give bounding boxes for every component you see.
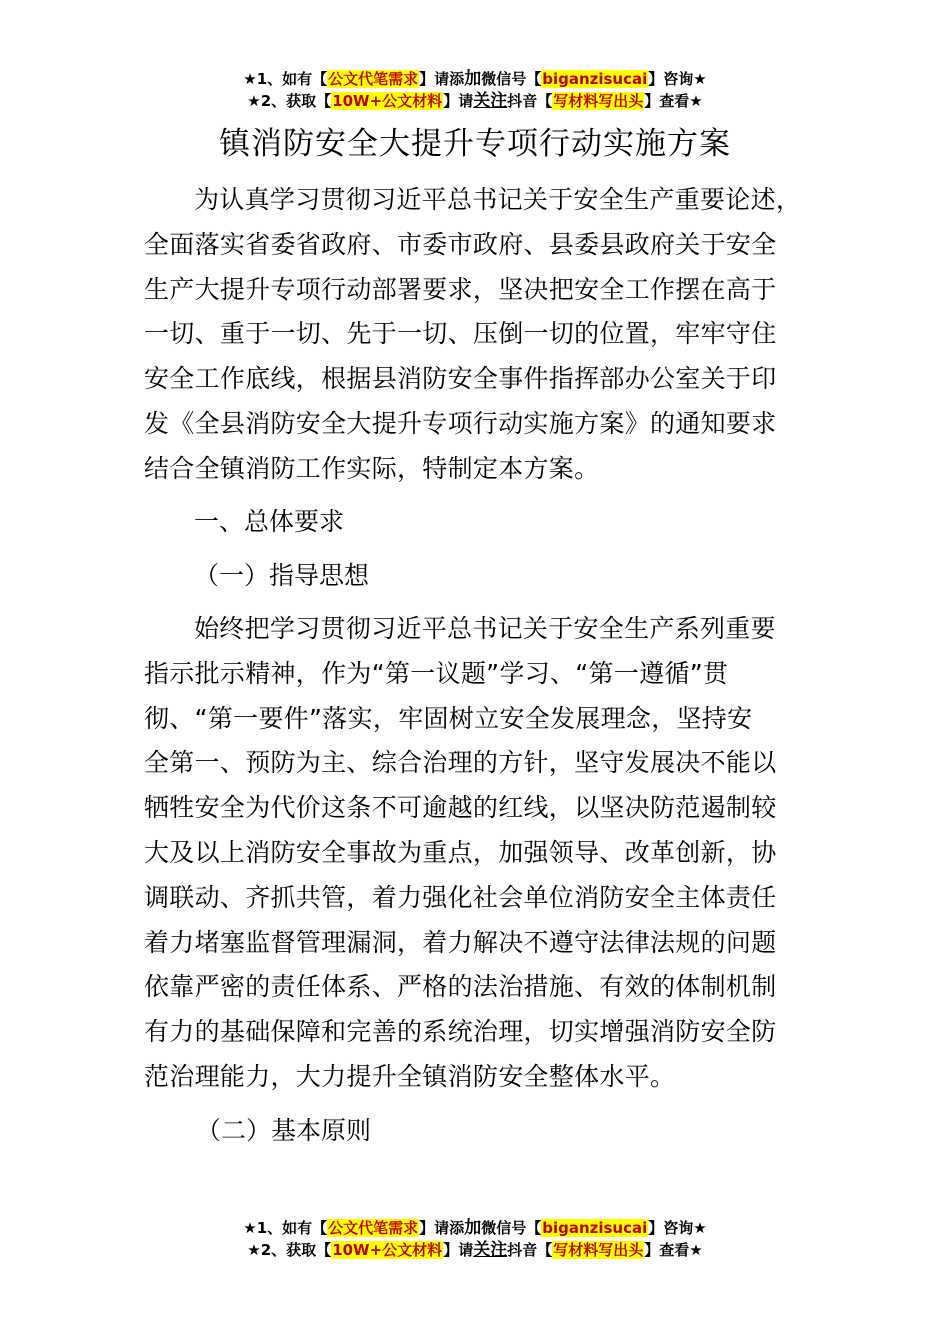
promo-text: 】请 — [443, 92, 474, 110]
promo-text: 关注 — [473, 1240, 508, 1260]
paragraph-line: 指示批示精神，作为“第一议题”学习、“第一遵循”贯 — [144, 658, 729, 688]
promo-text: 抖音【 — [507, 92, 553, 110]
promo-line-2 — [0, 90, 950, 112]
promo-text: ★2、获取【 — [247, 1241, 332, 1259]
promo-line-1 — [0, 68, 950, 90]
paragraph-line: 全面落实省委省政府、市委市政府、县委县政府关于安全 — [144, 229, 777, 259]
paragraph-line: 范治理能力，大力提升全镇消防安全整体水平。 — [144, 1061, 676, 1091]
paragraph-line: 调联动、齐抓共管，着力强化社会单位消防安全主体责任 — [144, 882, 777, 912]
promo-text: 】请添 — [419, 1219, 465, 1237]
promo-text: 加 — [464, 1218, 482, 1238]
paragraph-line: 发《全县消防安全大提升专项行动实施方案》的通知要求 — [144, 408, 777, 438]
promo-text: 加 — [464, 69, 482, 89]
paragraph-line: 有力的基础保障和完善的系统治理，切实增强消防安全防 — [144, 1017, 777, 1047]
promo-highlight: 10W+公文材料 — [332, 1241, 443, 1259]
promo-text: 】查看★ — [644, 1241, 703, 1259]
promo-highlight: 公文代笔需求 — [328, 70, 419, 88]
subsection-heading: （二）基本原则 — [196, 1116, 372, 1145]
promo-text: 关注 — [473, 91, 508, 111]
guiding-ideology-paragraph — [144, 607, 824, 1100]
paragraph-line: 安全工作底线，根据县消防安全事件指挥部办公室关于印 — [144, 364, 777, 394]
paragraph-line: 结合全镇消防工作实际，特制定本方案。 — [144, 453, 600, 483]
promo-text: 抖音【 — [507, 1241, 553, 1259]
promo-text: ★1、如有【 — [243, 70, 328, 88]
paragraph-line: 一切、重于一切、先于一切、压倒一切的位置，牢牢守住 — [144, 319, 777, 349]
promo-banner-top — [0, 68, 950, 112]
paragraph-line: 生产大提升专项行动部署要求，坚决把安全工作摆在高于 — [144, 274, 777, 304]
promo-text: 】查看★ — [644, 92, 703, 110]
paragraph-line: 牺牲安全为代价这条不可逾越的红线，以坚决防范遏制较 — [144, 793, 777, 823]
paragraph-line: 着力堵塞监督管理漏洞，着力解决不遵守法律法规的问题 — [144, 927, 777, 957]
promo-wechat-id: biganzisucai — [542, 70, 648, 88]
promo-text: 微信号【 — [481, 70, 542, 88]
promo-text: 微信号【 — [481, 1219, 542, 1237]
paragraph-line: 依靠严密的责任体系、严格的法治措施、有效的体制机制 — [144, 972, 777, 1002]
promo-text: ★2、获取【 — [247, 92, 332, 110]
promo-banner-bottom — [0, 1217, 950, 1261]
paragraph-line: 大及以上消防安全事故为重点，加强领导、改革创新，协 — [144, 837, 777, 867]
intro-paragraph — [144, 178, 824, 492]
promo-highlight: 公文代笔需求 — [328, 1219, 419, 1237]
promo-text: 】咨询★ — [648, 70, 707, 88]
paragraph-line: 全第一、预防为主、综合治理的方针，坚守发展决不能以 — [144, 748, 777, 778]
promo-wechat-id: biganzisucai — [542, 1219, 648, 1237]
promo-text: 】咨询★ — [648, 1219, 707, 1237]
promo-text: ★1、如有【 — [243, 1219, 328, 1237]
promo-douyin-id: 写材料写出头 — [553, 92, 644, 110]
promo-highlight: 10W+公文材料 — [332, 92, 443, 110]
promo-text: 】请添 — [419, 70, 465, 88]
promo-douyin-id: 写材料写出头 — [553, 1241, 644, 1259]
paragraph-line: 彻、“第一要件”落实，牢固树立安全发展理念，坚持安 — [144, 703, 753, 733]
promo-line-2 — [0, 1239, 950, 1261]
document-title: 镇消防安全大提升专项行动实施方案 — [219, 126, 731, 162]
paragraph-line: 始终把学习贯彻习近平总书记关于安全生产系列重要 — [194, 614, 776, 643]
promo-text: 】请 — [443, 1241, 474, 1259]
subsection-heading: （一）指导思想 — [194, 561, 370, 590]
paragraph-line: 为认真学习贯彻习近平总书记关于安全生产重要论述， — [194, 185, 802, 214]
section-heading: 一、总体要求 — [194, 507, 345, 536]
promo-line-1 — [0, 1217, 950, 1239]
